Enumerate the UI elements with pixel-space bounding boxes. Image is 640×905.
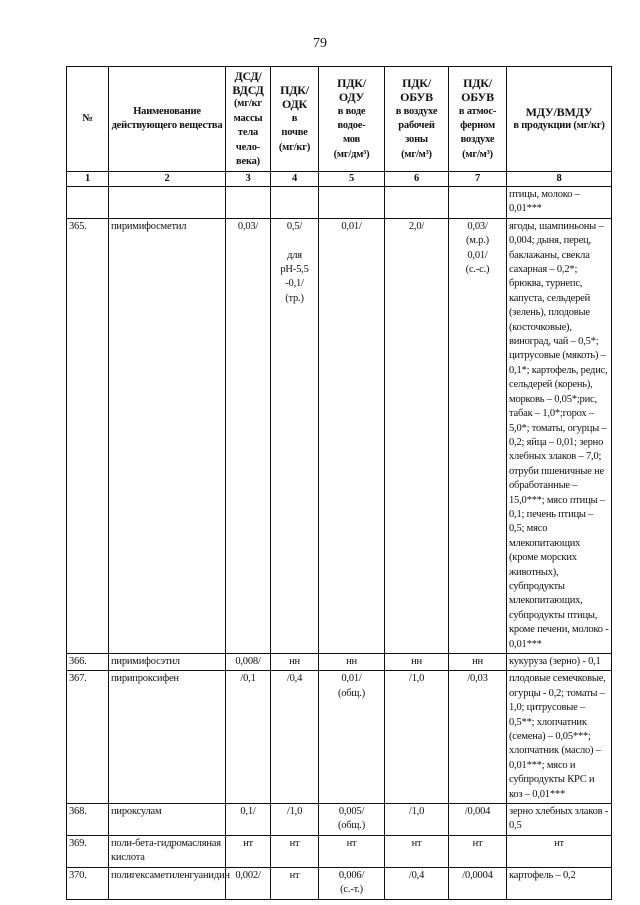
work-air-value: /1,0 xyxy=(385,671,449,804)
continuation-row xyxy=(67,187,612,219)
column-number: 3 xyxy=(226,172,271,187)
table-row xyxy=(67,835,612,867)
dsd-value: /0,1 xyxy=(226,671,271,804)
column-number: 2 xyxy=(109,172,226,187)
substance-name: поли-бета-гидромасляная кислота xyxy=(109,835,226,867)
regulation-table xyxy=(66,66,612,900)
header-atm-units: в атмос- ферном воздухе (мг/м³) xyxy=(458,105,497,160)
empty-cell xyxy=(67,187,109,219)
dsd-value: 0,002/ xyxy=(226,867,271,899)
header-num: № xyxy=(67,67,109,172)
column-number: 8 xyxy=(507,172,612,187)
work-air-value: 2,0/ xyxy=(385,218,449,653)
soil-value: нт xyxy=(271,835,319,867)
header-soil-title: ПДК/ ОДК xyxy=(280,82,309,112)
row-number: 366. xyxy=(67,654,109,671)
header-mdu xyxy=(507,67,612,172)
water-value: нт xyxy=(319,835,385,867)
soil-value: нн xyxy=(271,654,319,671)
dsd-value: 0,03/ xyxy=(226,218,271,653)
header-water-title: ПДК/ ОДУ xyxy=(337,75,366,105)
header-dsd xyxy=(226,67,271,172)
atm-air-value: /0,004 xyxy=(449,804,507,836)
empty-cell xyxy=(109,187,226,219)
column-number: 5 xyxy=(319,172,385,187)
empty-cell xyxy=(449,187,507,219)
row-number: 365. xyxy=(67,218,109,653)
table-row xyxy=(67,804,612,836)
substance-name: пиримифосметил xyxy=(109,218,226,653)
substance-name: пироксулам xyxy=(109,804,226,836)
header-row xyxy=(67,67,612,172)
soil-value: /1,0 xyxy=(271,804,319,836)
work-air-value: нн xyxy=(385,654,449,671)
header-mdu-units: в продукции (мг/кг) xyxy=(513,120,605,131)
atm-air-value: /0,0004 xyxy=(449,867,507,899)
mdu-value: нт xyxy=(507,835,612,867)
work-air-value: /0,4 xyxy=(385,867,449,899)
column-number: 4 xyxy=(271,172,319,187)
empty-cell xyxy=(271,187,319,219)
header-soil-units: в почве (мг/кг) xyxy=(278,112,311,153)
water-value: 0,006/ (с.-т.) xyxy=(319,867,385,899)
header-work-units: в воздухе рабочей зоны (мг/м³) xyxy=(395,105,438,160)
header-pdk-atm xyxy=(449,67,507,172)
table-row xyxy=(67,218,612,653)
mdu-value: картофель – 0,2 xyxy=(507,867,612,899)
row-number: 370. xyxy=(67,867,109,899)
row-number: 368. xyxy=(67,804,109,836)
table-row xyxy=(67,867,612,899)
soil-value: /0,4 xyxy=(271,671,319,804)
mdu-value: кукуруза (зерно) - 0,1 xyxy=(507,654,612,671)
row-number: 369. xyxy=(67,835,109,867)
substance-name: пиримифосэтил xyxy=(109,654,226,671)
header-atm-title: ПДК/ ОБУВ xyxy=(461,75,494,105)
header-mdu-title: МДУ/ВМДУ xyxy=(525,104,593,119)
column-number: 7 xyxy=(449,172,507,187)
column-numbers-row xyxy=(67,172,612,187)
table-row xyxy=(67,671,612,804)
header-work-title: ПДК/ ОБУВ xyxy=(400,75,433,105)
header-pdk-water xyxy=(319,67,385,172)
work-air-value: нт xyxy=(385,835,449,867)
substance-name: пирипроксифен xyxy=(109,671,226,804)
water-value: 0,005/ (общ.) xyxy=(319,804,385,836)
water-value: 0,01/ xyxy=(319,218,385,653)
empty-cell xyxy=(385,187,449,219)
water-value: нн xyxy=(319,654,385,671)
header-water-units: в воде водое- мов (мг/дм³) xyxy=(333,105,370,160)
page-number: 79 xyxy=(313,36,327,51)
water-value: 0,01/ (общ.) xyxy=(319,671,385,804)
column-number: 1 xyxy=(67,172,109,187)
table-row xyxy=(67,654,612,671)
atm-air-value: /0,03 xyxy=(449,671,507,804)
atm-air-value: нт xyxy=(449,835,507,867)
soil-value: 0,5/ для pH-5,5 -0,1/ (тр.) xyxy=(271,218,319,653)
dsd-value: 0,008/ xyxy=(226,654,271,671)
mdu-continuation: птицы, молоко – 0,01*** xyxy=(507,187,612,219)
atm-air-value: нн xyxy=(449,654,507,671)
mdu-value: ягоды, шампиньоны – 0,004; дыня, перец, баклажаны, свекла сахарная – 0,2*; брюква, турнепс, капуста, сельдерей (зелень), плодовые (косточковые), виноград, чай – 0,5*; цитрусовые (мякоть) – 0,1*; картофель, редис, сельдерей (корень), морковь – 0,05*;рис, табак – 1,0*;горох – 5,0*; томаты, огурцы – 0,2; яйца – 0,01; зерно хлебных злаков – 7,0; отруби пшеничные не обработанные – 15,0***; мясо птицы – 0,1; печень птицы – 0,5; мясо млекопитающих (кроме морских животных), субпродукты млекопитающих, субпродукты птицы, кроме печени, молоко - 0,01*** xyxy=(507,218,612,653)
empty-cell xyxy=(319,187,385,219)
soil-value: нт xyxy=(271,867,319,899)
column-number: 6 xyxy=(385,172,449,187)
mdu-value: зерно хлебных злаков - 0,5 xyxy=(507,804,612,836)
header-pdk-work xyxy=(385,67,449,172)
dsd-value: 0,1/ xyxy=(226,804,271,836)
header-dsd-title: ДСД/ ВДСД xyxy=(232,68,264,97)
work-air-value: /1,0 xyxy=(385,804,449,836)
empty-cell xyxy=(226,187,271,219)
dsd-value: нт xyxy=(226,835,271,867)
row-number: 367. xyxy=(67,671,109,804)
header-name: Наименование действующего вещества xyxy=(109,67,226,172)
substance-name: полигексаметиленгуанидин xyxy=(109,867,226,899)
mdu-value: плодовые семечковые, огурцы - 0,2; томаты – 1,0; цитрусовые – 0,5**; хлопчатник (семена) – 0,05***; хлопчатник (масло) – 0,01***; мясо и субпродукты КРС и коз – 0,01*** xyxy=(507,671,612,804)
atm-air-value: 0,03/ (м.р.) 0,01/ (с.-с.) xyxy=(449,218,507,653)
header-pdk-soil xyxy=(271,67,319,172)
header-dsd-units: (мг/кг массы тела чело- века) xyxy=(233,98,263,168)
